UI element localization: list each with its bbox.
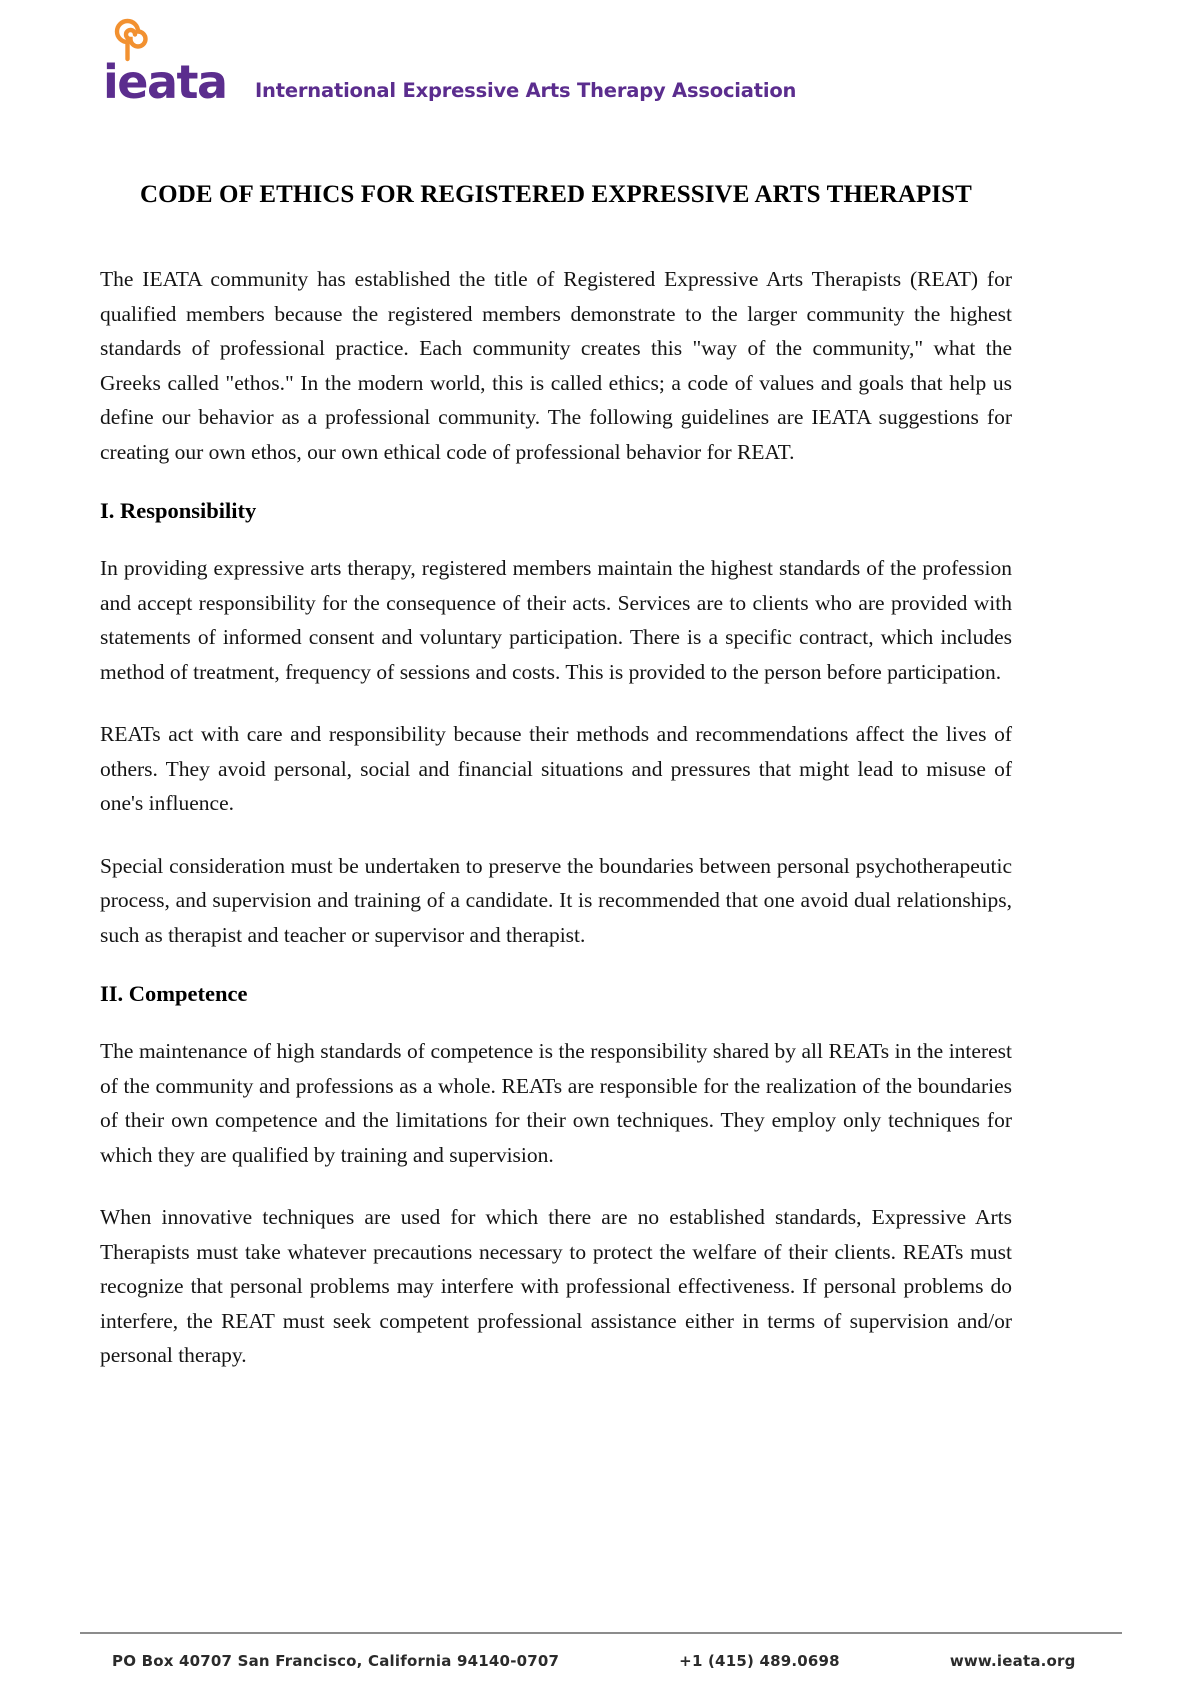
paragraph: The maintenance of high standards of competence is the responsibility shared by all REATs in the interest of the community and professions as a whole. REATs are responsible for the realization of the boundaries of their own competence and the limitations for their own techniques. They employ only techniques for which they are qualified by training and supervision.	[100, 1039, 1012, 1167]
footer-contact-row	[80, 1634, 1122, 1670]
ieata-logo	[103, 14, 233, 110]
association-name: International Expressive Arts Therapy Association	[255, 79, 797, 102]
letterhead	[103, 14, 796, 110]
page-footer	[80, 1632, 1122, 1670]
intro-paragraph: The IEATA community has established the title of Registered Expressive Arts Therapists (REAT) for qualified members because the registered members demonstrate to the larger community the highest standards of professional practice. Each community creates this "way of the community," what the Greeks called "ethos." In the modern world, this is called ethics; a code of values and goals that help us define our behavior as a professional community. The following guidelines are IEATA suggestions for creating our own ethos, our own ethical code of professional behavior for REAT.	[100, 267, 1012, 464]
logo-wordmark: ieata	[103, 55, 227, 109]
footer-website: www.ieata.org	[949, 1652, 1076, 1670]
paragraph: REATs act with care and responsibility because their methods and recommendations affect the lives of others. They avoid personal, social and financial situations and pressures that might lead to misuse of one's influence.	[100, 722, 1012, 815]
page-title: CODE OF ETHICS FOR REGISTERED EXPRESSIVE ARTS THERAPIST	[140, 181, 972, 208]
section-heading-competence: II. Competence	[100, 981, 248, 1006]
document-content	[100, 180, 1012, 1373]
footer-address: PO Box 40707 San Francisco, California 94140-0707	[112, 1652, 560, 1670]
paragraph: In providing expressive arts therapy, registered members maintain the highest standards of the profession and accept responsibility for the consequence of their acts. Services are to clients who are provided with statements of informed consent and voluntary participation. There is a specific contract, which includes method of treatment, frequency of sessions and costs. This is provided to the person before participation.	[100, 556, 1012, 684]
section-heading-responsibility: I. Responsibility	[100, 498, 257, 523]
paragraph: Special consideration must be undertaken to preserve the boundaries between personal psychotherapeutic process, and supervision and training of a candidate. It is recommended that one avoid dual relationships, such as therapist and teacher or supervisor and therapist.	[100, 853, 1012, 947]
footer-phone: +1 (415) 489.0698	[679, 1652, 840, 1670]
paragraph: When innovative techniques are used for which there are no established standards, Expressive Arts Therapists must take whatever precautions necessary to protect the welfare of their clients. REATs must recognize that personal problems may interfere with professional effectiveness. If personal problems do interfere, the REAT must seek competent professional assistance either in terms of supervision and/or personal therapy.	[100, 1205, 1012, 1367]
